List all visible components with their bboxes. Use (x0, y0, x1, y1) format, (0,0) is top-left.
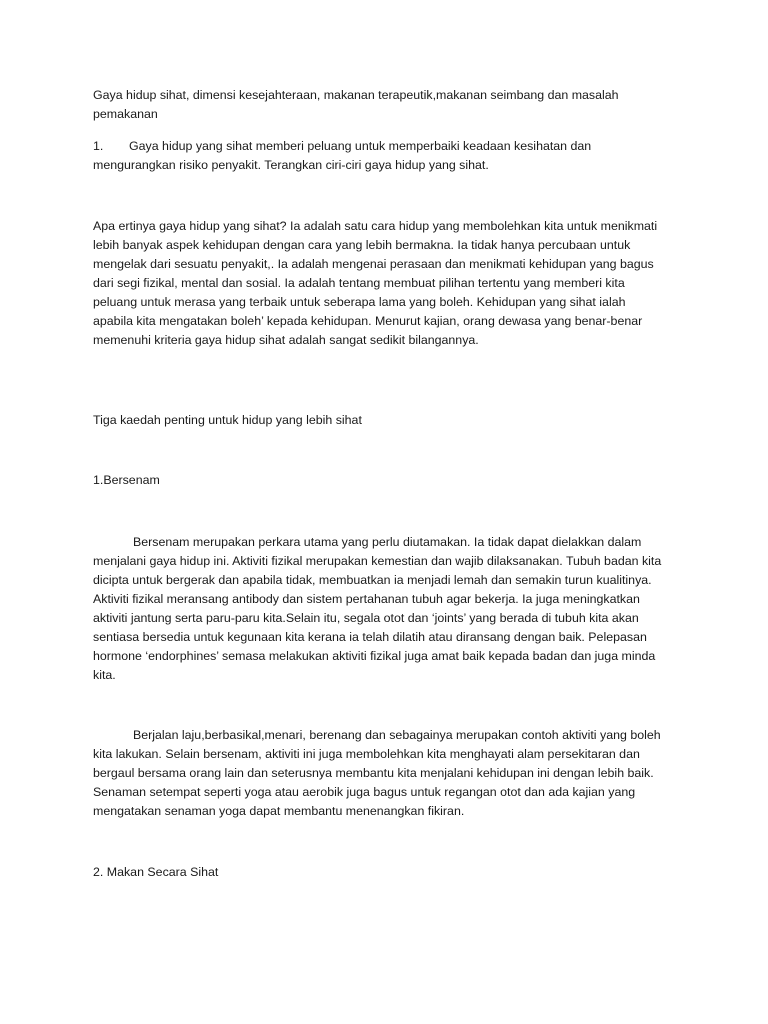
section-heading: Tiga kaedah penting untuk hidup yang lebih sihat (93, 413, 362, 427)
heading-makan-secara-sihat: 2. Makan Secara Sihat (93, 865, 219, 879)
document-title: Gaya hidup sihat, dimensi kesejahteraan, makanan terapeutik,makanan seimbang dan masalah pemakanan (93, 88, 619, 121)
question-number: 1. (93, 139, 104, 153)
question-1 (93, 137, 623, 175)
heading-bersenam: 1.Bersenam (93, 473, 160, 487)
paragraph-bersenam-1: Bersenam merupakan perkara utama yang perlu diutamakan. Ia tidak dapat dielakkan dalam menjalani gaya hidup ini. Aktiviti fizikal merupakan kemestian dan wajib dilaksanakan. Tubuh badan kita dicipta untuk bergerak dan apabila tidak, membuatkan ia menjadi lemah dan semakin turun kualitinya. Aktiviti fizikal meransang antibody dan sistem pertahanan tubuh agar bekerja. Ia juga meningkatkan aktiviti jantung serta paru-paru kita.Selain itu, segala otot dan ‘joints’ yang berada di tubuh kita akan sentiasa bersedia untuk kegunaan kita kerana ia telah dilatih atau diransang dengan baik. Pelepasan hormone ‘endorphines’ semasa melakukan aktiviti fizikal juga amat baik kepada badan dan juga minda kita. (93, 535, 662, 682)
question-text: Gaya hidup yang sihat memberi peluang untuk memperbaiki keadaan kesihatan dan mengurangkan risiko penyakit. Terangkan ciri-ciri gaya hidup yang sihat. (93, 139, 592, 172)
paragraph-bersenam-2: Berjalan laju,berbasikal,menari, berenang dan sebagainya merupakan contoh aktiviti yang boleh kita lakukan. Selain bersenam, aktiviti ini juga membolehkan kita menghayati alam persekitaran dan bergaul bersama orang lain dan seterusnya membantu kita menjalani kehidupan ini dengan lebih baik. Senaman setempat seperti yoga atau aerobik juga bagus untuk regangan otot dan ada kajian yang mengatakan senaman yoga dapat membantu menenangkan fikiran. (93, 728, 661, 818)
intro-paragraph: Apa ertinya gaya hidup yang sihat? Ia adalah satu cara hidup yang membolehkan kita untuk menikmati lebih banyak aspek kehidupan dengan cara yang lebih bermakna. Ia tidak hanya percubaan untuk mengelak dari sesuatu penyakit,. Ia adalah mengenai perasaan dan menikmati kehidupan yang bagus dari segi fizikal, mental dan sosial. Ia adalah tentang membuat pilihan tertentu yang memberi kita peluang untuk merasa yang terbaik untuk seberapa lama yang boleh. Kehidupan yang sihat ialah apabila kita mengatakan boleh’ kepada kehidupan. Menurut kajian, orang dewasa yang benar-benar memenuhi kriteria gaya hidup sihat adalah sangat sedikit bilangannya. (93, 219, 658, 347)
